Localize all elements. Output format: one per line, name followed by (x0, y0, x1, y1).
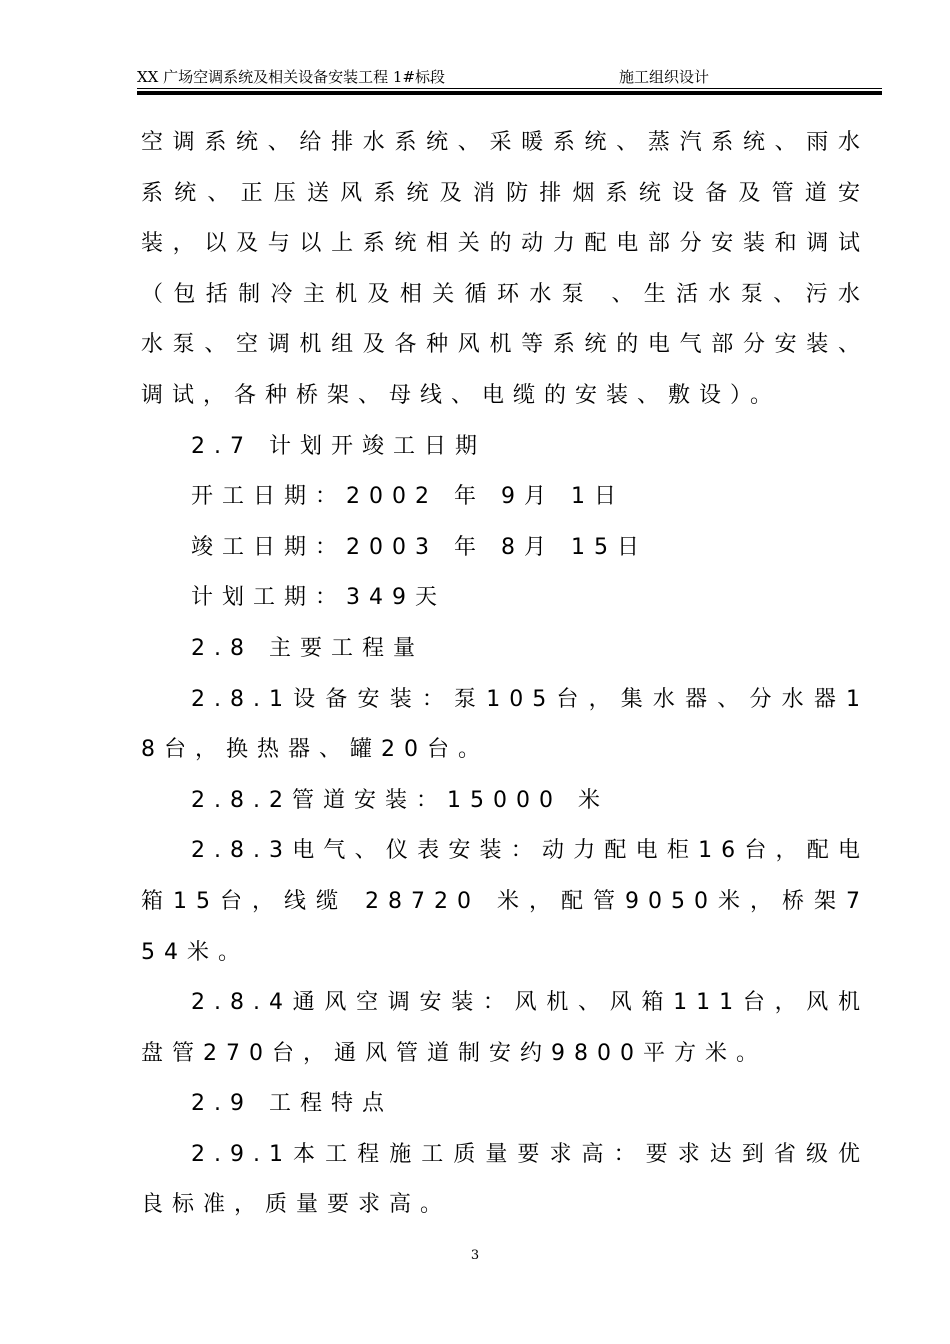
header-rule-thick (137, 91, 882, 95)
section-heading-2-9: 2.9 工程特点 (191, 1091, 393, 1117)
header-rule-thin (137, 88, 882, 89)
item-2-9-1-quality: 2.9.1本工程施工质量要求高：要求达到省级优良标准，质量要求高。 (141, 1141, 869, 1218)
item-2-8-1-equipment: 2.8.1设备安装：泵105台，集水器、分水器18台，换热器、罐20台。 (141, 686, 869, 763)
planned-duration-line: 计划工期：349天 (191, 585, 446, 611)
page-header (137, 66, 882, 88)
document-body (141, 118, 869, 1231)
item-2-8-3-electrical: 2.8.3电气、仪表安装：动力配电柜16台，配电箱15台，线缆 28720 米，配管9050米，桥架754米。 (141, 838, 869, 965)
completion-date-line: 竣工日期：2003 年 8月 15日 (191, 534, 648, 560)
start-date-line: 开工日期：2002 年 9月 1日 (191, 484, 625, 510)
section-heading-2-7: 2.7 计划开竣工日期 (191, 433, 486, 459)
header-project-title: XX 广场空调系统及相关设备安装工程 1#标段 (137, 68, 446, 86)
header-document-type: 施工组织设计 (619, 68, 710, 86)
item-2-8-4-ventilation: 2.8.4通风空调安装：风机、风箱111台，风机盘管270台，通风管道制安约9800平方米。 (141, 990, 869, 1066)
item-2-8-2-piping: 2.8.2管道安装：15000 米 (191, 787, 609, 813)
page-number: 3 (470, 1248, 480, 1263)
section-heading-2-8: 2.8 主要工程量 (191, 635, 424, 661)
scope-paragraph: 空调系统、给排水系统、采暖系统、蒸汽系统、雨水系统、正压送风系统及消防排烟系统设备及管道安装，以及与以上系统相关的动力配电部分安装和调试（包括制冷主机及相关循环水泵 、生活水泵、污水水泵、空调机组及各种风机等系统的电气部分安装、调试，各种桥架、母线、电缆的安装、敷设）。 (141, 130, 869, 408)
